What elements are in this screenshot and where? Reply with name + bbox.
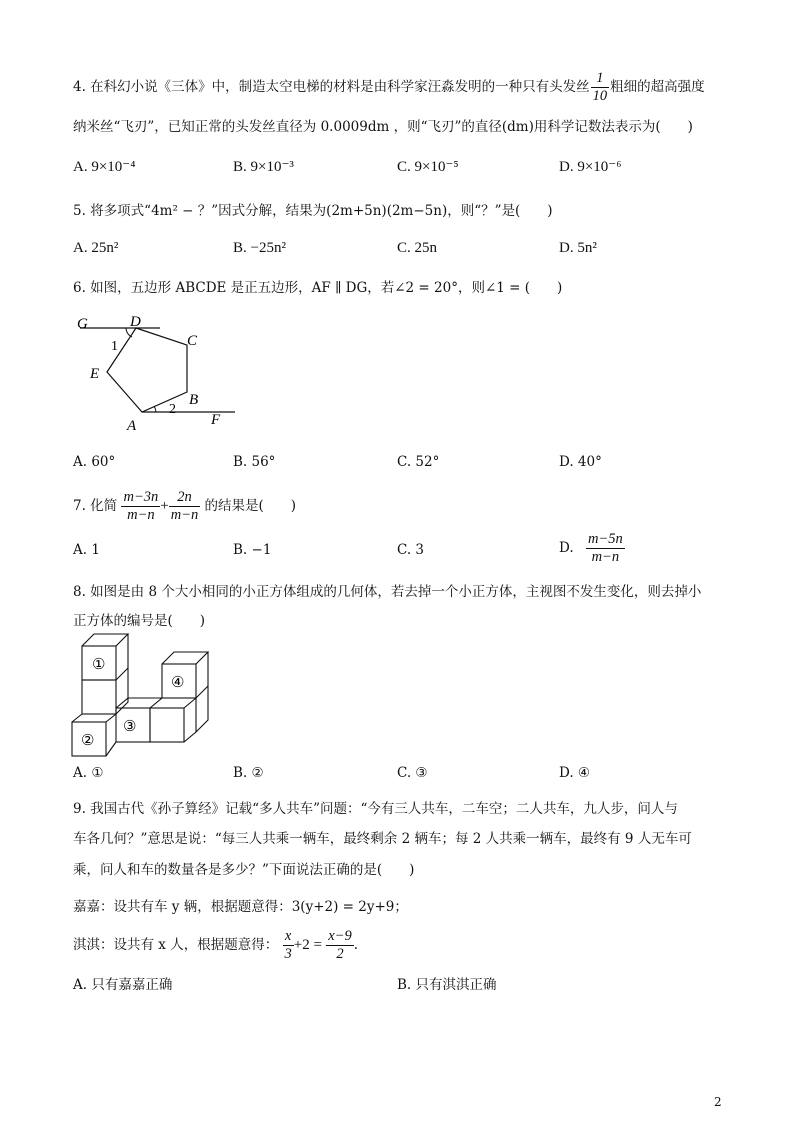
- cube-mid-edge: [116, 668, 128, 680]
- q9-option-b[interactable]: B. 只有淇淇正确: [397, 977, 497, 993]
- cube-right-side: [184, 698, 196, 742]
- q8-option-d[interactable]: D. ④: [559, 765, 591, 781]
- q7-prefix: 7. 化简: [73, 498, 118, 514]
- q7-optd-den: m−n: [586, 548, 625, 566]
- q7-option-b[interactable]: B. −1: [233, 542, 272, 558]
- q6-option-b[interactable]: B. 56°: [233, 454, 276, 470]
- q4-option-d[interactable]: D. 9×10⁻⁶: [559, 159, 622, 175]
- cube-right-front: [150, 708, 184, 742]
- q9-qf1-den: 3: [284, 946, 292, 962]
- q6-option-c[interactable]: C. 52°: [397, 454, 440, 470]
- q4-option-b[interactable]: B. 9×10⁻³: [233, 159, 294, 175]
- q9-line3: 乘，问人和车的数量各是多少？”下面说法正确的是( ): [73, 862, 415, 878]
- base-hidden: [106, 742, 184, 756]
- q7-optd-num: m−5n: [587, 531, 623, 547]
- q9-jiajia: 嘉嘉：设共有车 y 辆，根据题意得：3(y+2) = 2y+9；: [73, 899, 408, 915]
- cube-2-top-edge: [72, 714, 82, 722]
- q9-option-a[interactable]: A. 只有嘉嘉正确: [73, 977, 173, 993]
- q5-option-d[interactable]: D. 5n²: [559, 240, 597, 256]
- cube-label-1: ①: [92, 657, 106, 673]
- q8-line2: 正方体的编号是( ): [73, 613, 206, 629]
- label-e: E: [90, 366, 100, 382]
- q5-option-a[interactable]: A. 25n²: [73, 240, 119, 256]
- q4-line1-text-b: 粗细的超高强度: [610, 79, 705, 95]
- q7-option-d-fraction: [586, 531, 625, 566]
- q7-option-a[interactable]: A. 1: [73, 542, 100, 558]
- q7-fraction-2: [169, 489, 201, 524]
- label-a: A: [127, 418, 137, 434]
- label-f: F: [211, 412, 221, 428]
- q6-stem: 6. 如图，五边形 ABCDE 是正五边形，AF ∥ DG，若∠2 = 20°，则∠1 = ( ): [73, 280, 563, 296]
- angle-2-label: 2: [169, 402, 176, 417]
- q7-f2-den: m−n: [170, 507, 199, 523]
- q8-option-c[interactable]: C. ③: [397, 765, 428, 781]
- angle-2-arc: [154, 406, 156, 412]
- cube-label-2: ②: [81, 733, 95, 749]
- q7-plus: +: [160, 498, 169, 514]
- cube-mid-front: [82, 680, 116, 714]
- q4-option-c[interactable]: C. 9×10⁻⁵: [397, 159, 459, 175]
- label-g: G: [77, 316, 88, 332]
- pentagon-figure: [70, 310, 240, 435]
- q6-option-a[interactable]: A. 60°: [73, 454, 116, 470]
- q7-f1-den: m−n: [121, 506, 160, 524]
- q5-option-c[interactable]: C. 25n: [397, 240, 438, 256]
- q9-qiqi: [73, 928, 358, 963]
- q6-option-d[interactable]: D. 40°: [559, 454, 602, 470]
- q4-fraction: [591, 70, 610, 105]
- q4-option-a[interactable]: A. 9×10⁻⁴: [73, 159, 136, 175]
- cube-2-base-edge: [106, 742, 116, 756]
- label-d: D: [130, 314, 141, 330]
- q4-line1: [73, 70, 705, 105]
- cube-2-top-edge-r: [106, 714, 116, 722]
- q4-frac-num: 1: [596, 70, 604, 86]
- pentagon-abcde: [107, 328, 187, 412]
- q7-option-c[interactable]: C. 3: [397, 542, 425, 558]
- q9-qiqi-end: .: [353, 937, 358, 953]
- label-c: C: [187, 333, 198, 349]
- cube-4-top: [162, 652, 208, 664]
- q8-line1: 8. 如图是由 8 个大小相同的小正方体组成的几何体，若去掉一个小正方体，主视图不发生变化，则去掉小: [73, 584, 702, 600]
- q7-f2-num: 2n: [177, 489, 192, 505]
- q5-option-b[interactable]: B. −25n²: [233, 240, 286, 256]
- q7-fraction-1: [121, 489, 160, 524]
- q7-suffix: 的结果是( ): [204, 498, 297, 514]
- q9-qf2-num: x−9: [328, 928, 352, 944]
- cube-label-3: ③: [123, 719, 137, 735]
- q4-line2: 纳米丝“飞刃”，已知正常的头发丝直径为 0.0009dm ，则“飞刃”的直径(dm)用科学记数法表示为( ): [73, 119, 693, 135]
- page-number: 2: [714, 1095, 722, 1109]
- q7-option-d[interactable]: [559, 531, 625, 566]
- q9-qiqi-prefix: 淇淇：设共有 x 人，根据题意得：: [73, 937, 279, 953]
- q9-qf2-den: 2: [326, 945, 353, 963]
- q7-stem: [73, 489, 296, 524]
- q5-stem: 5. 将多项式“4m² − ？”因式分解，结果为(2m+5n)(2m−5n)，则“？”是( ): [73, 203, 553, 219]
- q7-f1-num: m−3n: [123, 489, 159, 505]
- cube-figure: [70, 632, 212, 758]
- cube-4-edge: [196, 686, 208, 698]
- q4-line1-text-a: 4. 在科幻小说《三体》中，制造太空电梯的材料是由科学家汪淼发明的一种只有头发丝: [73, 79, 590, 95]
- cube-1-top: [82, 634, 128, 646]
- q9-line1: 9. 我国古代《孙子算经》记载“多人共车”问题：“今有三人共车，二车空；二人共车，九人步，问人与: [73, 801, 678, 817]
- q9-qiqi-fraction-2: [326, 928, 353, 963]
- cube-label-4: ④: [171, 675, 185, 691]
- label-b: B: [189, 392, 199, 408]
- q9-line2: 车各几何？”意思是说：“每三人共乘一辆车，最终剩余 2 辆车；每 2 人共乘一辆车，最终有 9 人无车可: [73, 831, 692, 847]
- q8-option-b[interactable]: B. ②: [233, 765, 264, 781]
- q9-qiqi-mid: +2 =: [293, 937, 322, 953]
- q9-qiqi-fraction-1: [283, 928, 294, 963]
- q9-qf1-num: x: [284, 928, 292, 944]
- q7-option-d-label: D.: [559, 540, 574, 556]
- angle-1-label: 1: [111, 339, 118, 354]
- q8-option-a[interactable]: A. ①: [73, 765, 104, 781]
- q4-frac-den: 10: [592, 88, 608, 104]
